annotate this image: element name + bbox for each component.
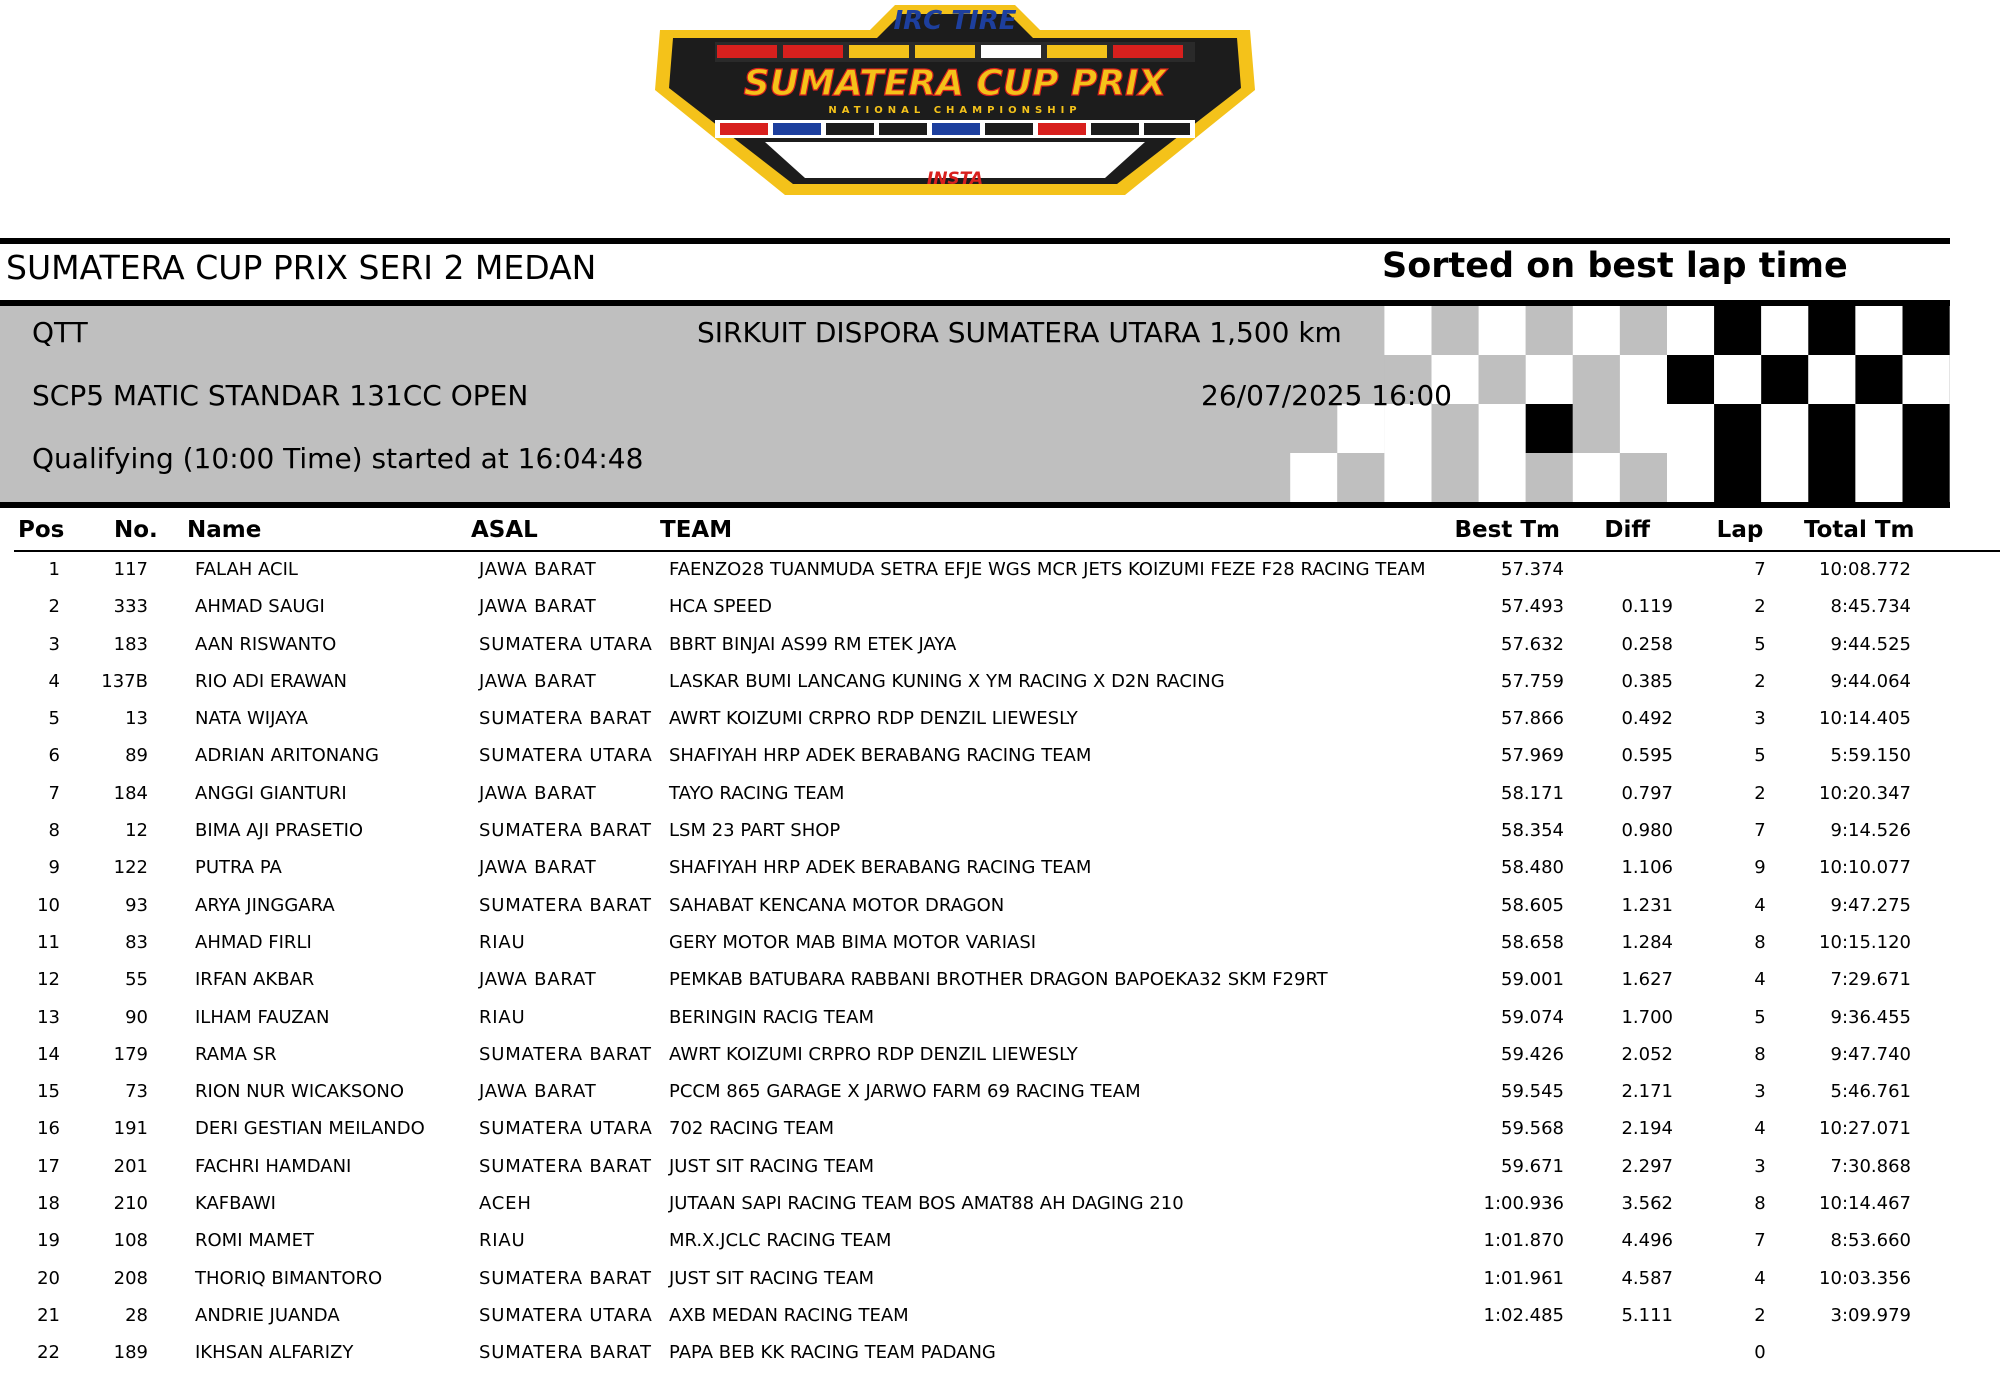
total-time-cell: 7:29.671 — [1830, 969, 1911, 991]
pos-cell: 22 — [37, 1342, 60, 1364]
lap-cell: 5 — [1754, 745, 1766, 767]
name-cell: AHMAD FIRLI — [195, 931, 312, 953]
pos-cell: 15 — [37, 1081, 60, 1103]
table-row — [0, 891, 2000, 928]
pos-cell: 13 — [37, 1006, 60, 1028]
lap-cell: 2 — [1754, 782, 1766, 804]
name-cell: IRFAN AKBAR — [195, 969, 315, 991]
total-time-cell: 10:10.077 — [1819, 857, 1911, 879]
table-row — [0, 928, 2000, 965]
best-time-cell: 59.545 — [1501, 1081, 1564, 1103]
number-cell: 117 — [113, 559, 148, 580]
event-title: SUMATERA CUP PRIX SERI 2 MEDAN — [6, 248, 597, 287]
number-cell: 93 — [125, 894, 148, 916]
pos-cell: 18 — [37, 1193, 60, 1215]
session-type: QTT — [32, 316, 88, 349]
lap-cell: 9 — [1754, 857, 1766, 879]
session-datetime: 26/07/2025 16:00 — [1201, 379, 1452, 412]
table-row — [0, 1226, 2000, 1263]
table-row — [0, 555, 2000, 592]
best-time-cell: 58.658 — [1501, 931, 1564, 953]
diff-cell: 1.284 — [1621, 931, 1673, 953]
col-team: TEAM — [660, 517, 733, 543]
diff-cell: 4.496 — [1621, 1230, 1673, 1252]
number-cell: 208 — [113, 1267, 148, 1289]
col-best-time: Best Tm — [1454, 517, 1560, 543]
col-asal: ASAL — [471, 517, 538, 543]
asal-cell: JAWA BARAT — [479, 1081, 597, 1103]
name-cell: BIMA AJI PRASETIO — [195, 820, 364, 842]
total-time-cell: 10:27.071 — [1819, 1118, 1911, 1140]
best-time-cell: 59.426 — [1501, 1043, 1564, 1065]
sort-note: Sorted on best lap time — [1382, 246, 1848, 286]
diff-cell: 0.595 — [1621, 745, 1673, 767]
total-time-cell: 10:15.120 — [1819, 931, 1911, 953]
pos-cell: 7 — [48, 782, 60, 804]
table-row — [0, 965, 2000, 1002]
results-table-body — [0, 555, 2000, 1376]
lap-cell: 3 — [1754, 708, 1766, 730]
table-row — [0, 779, 2000, 816]
lap-cell: 3 — [1754, 1155, 1766, 1177]
lap-cell: 7 — [1754, 820, 1766, 842]
best-time-cell: 58.354 — [1501, 820, 1564, 842]
results-table-header — [0, 512, 2000, 552]
total-time-cell: 7:30.868 — [1830, 1155, 1911, 1177]
lap-cell: 0 — [1754, 1342, 1766, 1364]
lap-cell: 7 — [1754, 1230, 1766, 1252]
col-pos: Pos — [18, 517, 65, 543]
team-cell: 702 RACING TEAM — [669, 1118, 835, 1140]
col-number: No. — [114, 517, 158, 543]
number-cell: 73 — [125, 1081, 148, 1103]
team-cell: SHAFIYAH HRP ADEK BERABANG RACING TEAM — [669, 857, 1092, 879]
diff-cell: 2.194 — [1621, 1118, 1673, 1140]
diff-cell: 2.052 — [1621, 1043, 1673, 1065]
best-time-cell: 1:01.961 — [1483, 1267, 1564, 1289]
total-time-cell: 9:14.526 — [1830, 820, 1911, 842]
svg-text:IRC TIRE: IRC TIRE — [893, 6, 1017, 36]
diff-cell: 0.797 — [1621, 782, 1673, 804]
asal-cell: JAWA BARAT — [479, 782, 597, 804]
number-cell: 55 — [125, 969, 148, 991]
number-cell: 90 — [125, 1006, 148, 1028]
pos-cell: 3 — [48, 633, 60, 655]
col-name: Name — [187, 517, 262, 543]
name-cell: ADRIAN ARITONANG — [195, 745, 379, 767]
asal-cell: SUMATERA BARAT — [479, 1342, 652, 1364]
team-cell: PEMKAB BATUBARA RABBANI BROTHER DRAGON BAPOEKA32 SKM F29RT — [669, 969, 1328, 991]
lap-cell: 2 — [1754, 596, 1766, 618]
total-time-cell: 9:44.525 — [1830, 633, 1911, 655]
asal-cell: SUMATERA BARAT — [479, 820, 652, 842]
pos-cell: 5 — [48, 708, 60, 730]
name-cell: RIO ADI ERAWAN — [195, 670, 347, 692]
number-cell: 83 — [125, 931, 148, 953]
table-row — [0, 1338, 2000, 1375]
total-time-cell: 5:46.761 — [1830, 1081, 1911, 1103]
diff-cell: 1.700 — [1621, 1006, 1673, 1028]
best-time-cell: 58.605 — [1501, 894, 1564, 916]
lap-cell: 2 — [1754, 1304, 1766, 1326]
best-time-cell: 57.759 — [1501, 670, 1564, 692]
best-time-cell: 59.001 — [1501, 969, 1564, 991]
diff-cell: 3.562 — [1621, 1193, 1673, 1215]
diff-cell: 0.980 — [1621, 820, 1673, 842]
lap-cell: 8 — [1754, 931, 1766, 953]
number-cell: 13 — [125, 708, 148, 730]
event-logo-graphic — [655, 0, 1255, 200]
asal-cell: RIAU — [479, 1006, 526, 1028]
best-time-cell: 57.374 — [1501, 559, 1564, 580]
best-time-cell: 59.671 — [1501, 1155, 1564, 1177]
number-cell: 184 — [113, 782, 148, 804]
table-row — [0, 1301, 2000, 1338]
total-time-cell: 9:47.275 — [1830, 894, 1911, 916]
number-cell: 179 — [113, 1043, 148, 1065]
lap-cell: 4 — [1754, 894, 1766, 916]
name-cell: ANGGI GIANTURI — [195, 782, 347, 804]
asal-cell: SUMATERA BARAT — [479, 1155, 652, 1177]
best-time-cell: 58.171 — [1501, 782, 1564, 804]
pos-cell: 14 — [37, 1043, 60, 1065]
table-row — [0, 1003, 2000, 1040]
session-info-band — [0, 300, 1950, 508]
pos-cell: 1 — [48, 559, 60, 580]
asal-cell: JAWA BARAT — [479, 670, 597, 692]
table-row — [0, 816, 2000, 853]
asal-cell: JAWA BARAT — [479, 857, 597, 879]
total-time-cell: 10:08.772 — [1819, 559, 1911, 580]
asal-cell: SUMATERA BARAT — [479, 894, 652, 916]
best-time-cell: 1:02.485 — [1483, 1304, 1564, 1326]
col-lap: Lap — [1716, 517, 1764, 543]
pos-cell: 8 — [48, 820, 60, 842]
team-cell: TAYO RACING TEAM — [669, 782, 845, 804]
name-cell: DERI GESTIAN MEILANDO — [195, 1118, 425, 1140]
name-cell: FALAH ACIL — [195, 559, 298, 580]
team-cell: LASKAR BUMI LANCANG KUNING X YM RACING X D2N RACING — [669, 670, 1225, 692]
name-cell: ANDRIE JUANDA — [195, 1304, 340, 1326]
pos-cell: 6 — [48, 745, 60, 767]
lap-cell: 8 — [1754, 1043, 1766, 1065]
number-cell: 189 — [113, 1342, 148, 1364]
asal-cell: JAWA BARAT — [479, 969, 597, 991]
table-row — [0, 1189, 2000, 1226]
asal-cell: SUMATERA BARAT — [479, 1043, 652, 1065]
total-time-cell: 9:44.064 — [1830, 670, 1911, 692]
total-time-cell: 5:59.150 — [1830, 745, 1911, 767]
name-cell: THORIQ BIMANTORO — [195, 1267, 383, 1289]
col-diff: Diff — [1604, 517, 1650, 543]
number-cell: 210 — [113, 1193, 148, 1215]
table-row — [0, 1114, 2000, 1151]
team-cell: AWRT KOIZUMI CRPRO RDP DENZIL LIEWESLY — [669, 708, 1078, 730]
name-cell: IKHSAN ALFARIZY — [195, 1342, 354, 1364]
name-cell: ROMI MAMET — [195, 1230, 314, 1252]
team-cell: JUST SIT RACING TEAM — [669, 1155, 875, 1177]
name-cell: KAFBAWI — [195, 1193, 276, 1215]
total-time-cell: 3:09.979 — [1830, 1304, 1911, 1326]
pos-cell: 16 — [37, 1118, 60, 1140]
lap-cell: 3 — [1754, 1081, 1766, 1103]
total-time-cell: 10:14.467 — [1819, 1193, 1911, 1215]
team-cell: PCCM 865 GARAGE X JARWO FARM 69 RACING TEAM — [669, 1081, 1141, 1103]
table-row — [0, 630, 2000, 667]
asal-cell: SUMATERA UTARA — [479, 633, 653, 655]
lap-cell: 4 — [1754, 969, 1766, 991]
team-cell: GERY MOTOR MAB BIMA MOTOR VARIASI — [669, 931, 1037, 953]
pos-cell: 12 — [37, 969, 60, 991]
team-cell: BERINGIN RACIG TEAM — [669, 1006, 874, 1028]
col-total-time: Total Tm — [1804, 517, 1915, 543]
name-cell: NATA WIJAYA — [195, 708, 308, 730]
diff-cell: 4.587 — [1621, 1267, 1673, 1289]
lap-cell: 8 — [1754, 1193, 1766, 1215]
pos-cell: 9 — [48, 857, 60, 879]
best-time-cell: 59.074 — [1501, 1006, 1564, 1028]
table-row — [0, 853, 2000, 890]
pos-cell: 4 — [48, 670, 60, 692]
pos-cell: 21 — [37, 1304, 60, 1326]
name-cell: FACHRI HAMDANI — [195, 1155, 352, 1177]
total-time-cell: 10:20.347 — [1819, 782, 1911, 804]
name-cell: AAN RISWANTO — [195, 633, 337, 655]
number-cell: 89 — [125, 745, 148, 767]
diff-cell: 0.258 — [1621, 633, 1673, 655]
event-logo — [655, 0, 1255, 200]
diff-cell: 0.492 — [1621, 708, 1673, 730]
asal-cell: SUMATERA UTARA — [479, 1118, 653, 1140]
team-cell: BBRT BINJAI AS99 RM ETEK JAYA — [669, 633, 957, 655]
number-cell: 28 — [125, 1304, 148, 1326]
table-row — [0, 741, 2000, 778]
lap-cell: 4 — [1754, 1267, 1766, 1289]
team-cell: PAPA BEB KK RACING TEAM PADANG — [669, 1342, 996, 1364]
best-time-cell: 57.632 — [1501, 633, 1564, 655]
number-cell: 201 — [113, 1155, 148, 1177]
team-cell: JUTAAN SAPI RACING TEAM BOS AMAT88 AH DAGING 210 — [669, 1193, 1184, 1215]
best-time-cell: 59.568 — [1501, 1118, 1564, 1140]
asal-cell: RIAU — [479, 1230, 526, 1252]
diff-cell: 0.385 — [1621, 670, 1673, 692]
header-rule — [14, 550, 2000, 552]
lap-cell: 4 — [1754, 1118, 1766, 1140]
number-cell: 333 — [113, 596, 148, 618]
diff-cell: 1.627 — [1621, 969, 1673, 991]
total-time-cell: 9:47.740 — [1830, 1043, 1911, 1065]
total-time-cell: 10:14.405 — [1819, 708, 1911, 730]
table-row — [0, 592, 2000, 629]
qualifying-info: Qualifying (10:00 Time) started at 16:04:48 — [32, 442, 644, 475]
table-row — [0, 1152, 2000, 1189]
team-cell: JUST SIT RACING TEAM — [669, 1267, 875, 1289]
team-cell: FAENZO28 TUANMUDA SETRA EFJE WGS MCR JETS KOIZUMI FEZE F28 RACING TEAM — [669, 559, 1426, 580]
team-cell: HCA SPEED — [669, 596, 773, 618]
circuit-name: SIRKUIT DISPORA SUMATERA UTARA 1,500 km — [697, 316, 1342, 349]
asal-cell: SUMATERA BARAT — [479, 708, 652, 730]
table-row — [0, 1264, 2000, 1301]
svg-text:INSTA: INSTA — [926, 169, 984, 189]
table-row — [0, 667, 2000, 704]
table-row — [0, 1077, 2000, 1114]
diff-cell: 2.171 — [1621, 1081, 1673, 1103]
best-time-cell: 57.493 — [1501, 596, 1564, 618]
diff-cell: 1.231 — [1621, 894, 1673, 916]
svg-text:NATIONAL CHAMPIONSHIP: NATIONAL CHAMPIONSHIP — [828, 105, 1082, 116]
name-cell: PUTRA PA — [195, 857, 282, 879]
number-cell: 108 — [113, 1230, 148, 1252]
number-cell: 137B — [101, 670, 148, 692]
lap-cell: 5 — [1754, 633, 1766, 655]
team-cell: SAHABAT KENCANA MOTOR DRAGON — [669, 894, 1005, 916]
pos-cell: 2 — [48, 596, 60, 618]
number-cell: 183 — [113, 633, 148, 655]
class-name: SCP5 MATIC STANDAR 131CC OPEN — [32, 379, 529, 412]
pos-cell: 10 — [37, 894, 60, 916]
team-cell: MR.X.JCLC RACING TEAM — [669, 1230, 892, 1252]
total-time-cell: 8:53.660 — [1830, 1230, 1911, 1252]
best-time-cell: 57.866 — [1501, 708, 1564, 730]
pos-cell: 11 — [37, 931, 60, 953]
total-time-cell: 8:45.734 — [1830, 596, 1911, 618]
team-cell: SHAFIYAH HRP ADEK BERABANG RACING TEAM — [669, 745, 1092, 767]
table-row — [0, 704, 2000, 741]
table-row — [0, 1040, 2000, 1077]
asal-cell: SUMATERA UTARA — [479, 1304, 653, 1326]
team-cell: LSM 23 PART SHOP — [669, 820, 841, 842]
diff-cell: 1.106 — [1621, 857, 1673, 879]
number-cell: 191 — [113, 1118, 148, 1140]
lap-cell: 5 — [1754, 1006, 1766, 1028]
pos-cell: 19 — [37, 1230, 60, 1252]
best-time-cell: 1:00.936 — [1483, 1193, 1564, 1215]
diff-cell: 5.111 — [1621, 1304, 1673, 1326]
best-time-cell: 1:01.870 — [1483, 1230, 1564, 1252]
asal-cell: SUMATERA UTARA — [479, 745, 653, 767]
name-cell: RION NUR WICAKSONO — [195, 1081, 405, 1103]
pos-cell: 17 — [37, 1155, 60, 1177]
lap-cell: 7 — [1754, 559, 1766, 580]
best-time-cell: 58.480 — [1501, 857, 1564, 879]
total-time-cell: 10:03.356 — [1819, 1267, 1911, 1289]
team-cell: AXB MEDAN RACING TEAM — [669, 1304, 909, 1326]
name-cell: AHMAD SAUGI — [195, 596, 325, 618]
team-cell: AWRT KOIZUMI CRPRO RDP DENZIL LIEWESLY — [669, 1043, 1078, 1065]
lap-cell: 2 — [1754, 670, 1766, 692]
name-cell: ARYA JINGGARA — [195, 894, 335, 916]
asal-cell: ACEH — [479, 1193, 532, 1215]
asal-cell: SUMATERA BARAT — [479, 1267, 652, 1289]
number-cell: 12 — [125, 820, 148, 842]
name-cell: RAMA SR — [195, 1043, 277, 1065]
asal-cell: JAWA BARAT — [479, 559, 597, 580]
diff-cell: 2.297 — [1621, 1155, 1673, 1177]
pos-cell: 20 — [37, 1267, 60, 1289]
total-time-cell: 9:36.455 — [1830, 1006, 1911, 1028]
name-cell: ILHAM FAUZAN — [195, 1006, 330, 1028]
svg-text:SUMATERA CUP PRIX: SUMATERA CUP PRIX — [743, 63, 1167, 104]
best-time-cell: 57.969 — [1501, 745, 1564, 767]
number-cell: 122 — [113, 857, 148, 879]
top-rule — [0, 238, 1950, 244]
diff-cell: 0.119 — [1621, 596, 1673, 618]
asal-cell: JAWA BARAT — [479, 596, 597, 618]
asal-cell: RIAU — [479, 931, 526, 953]
